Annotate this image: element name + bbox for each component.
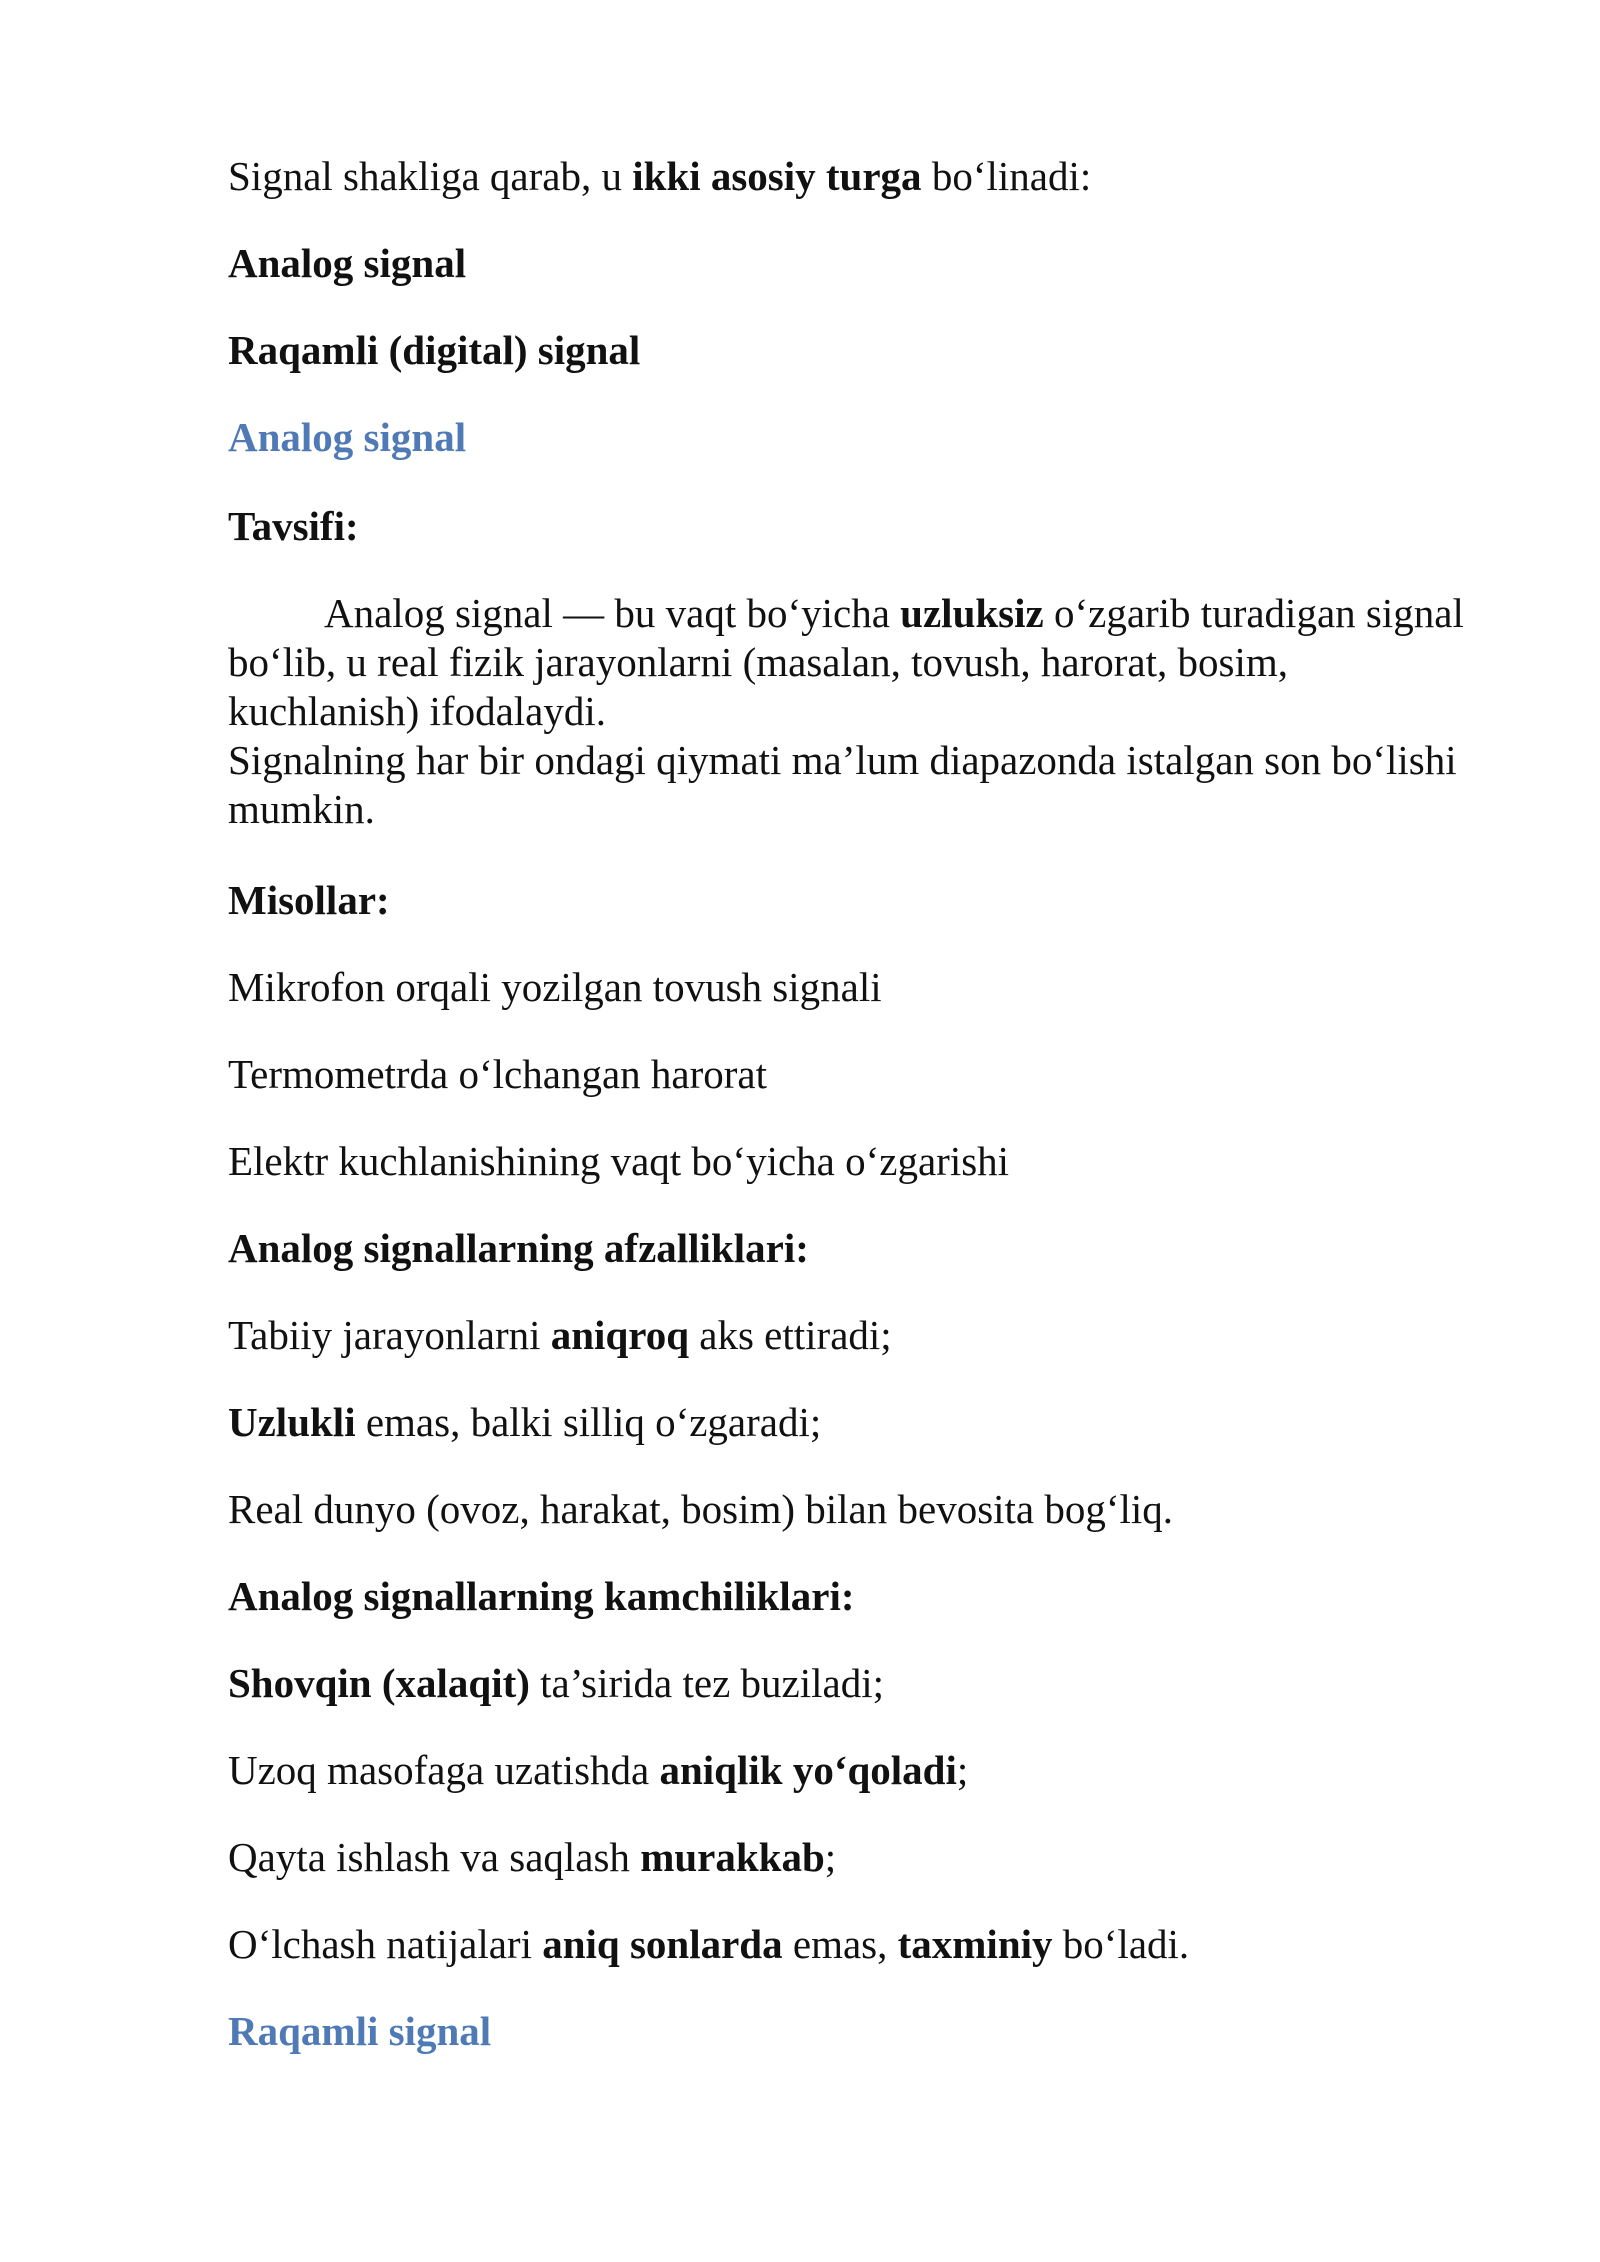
intro-text: Signal shakliga qarab, u xyxy=(228,153,633,199)
description-label: Tavsifi: xyxy=(228,503,359,549)
advantage-item: Real dunyo (ovoz, harakat, bosim) bilan bevosita bog‘liq. xyxy=(228,1486,1174,1532)
section-heading-digital: Raqamli signal xyxy=(228,2008,492,2054)
description-paragraph xyxy=(228,589,1468,834)
disadvantage-text-end: bo‘ladi. xyxy=(1052,1921,1190,1967)
disadvantage-text-end: ; xyxy=(956,1747,969,1793)
advantage-item xyxy=(228,1311,892,1360)
disadvantage-text-end: ta’sirida tez buziladi; xyxy=(529,1660,884,1706)
type-item-analog: Analog signal xyxy=(228,240,467,286)
advantage-text-end: aks ettiradi; xyxy=(689,1312,892,1358)
description-sentence-1 xyxy=(228,589,1468,736)
description-text-end: o‘zgarib turadigan signal bo‘lib, u real fizik jarayonlarni (masalan, tovush, harorat, bosim, kuchlanish) ifodalaydi. xyxy=(228,590,1464,734)
disadvantage-item xyxy=(228,1659,884,1708)
advantage-text-end: emas, balki silliq o‘zgaradi; xyxy=(355,1399,822,1445)
intro-paragraph xyxy=(228,152,1091,201)
disadvantage-item xyxy=(228,1833,836,1882)
disadvantage-bold-text: aniqlik yo‘qoladi xyxy=(659,1747,957,1793)
disadvantage-bold-text-2: taxminiy xyxy=(897,1921,1053,1967)
example-item: Termometrda o‘lchangan harorat xyxy=(228,1051,767,1097)
intro-bold-text: ikki asosiy turga xyxy=(632,153,922,199)
advantage-bold-text: Uzlukli xyxy=(228,1399,356,1445)
example-item: Mikrofon orqali yozilgan tovush signali xyxy=(228,964,882,1010)
advantages-label: Analog signallarning afzalliklari: xyxy=(228,1225,809,1271)
advantage-bold-text: aniqroq xyxy=(550,1312,690,1358)
disadvantage-text: Uzoq masofaga uzatishda xyxy=(228,1747,660,1793)
description-sentence-2: Signalning har bir ondagi qiymati ma’lum diapazonda istalgan son bo‘lishi mumkin. xyxy=(228,737,1457,832)
disadvantage-text-end: ; xyxy=(824,1834,837,1880)
advantage-item xyxy=(228,1398,821,1447)
disadvantage-text: Qayta ishlash va saqlash xyxy=(228,1834,641,1880)
description-bold-text: uzluksiz xyxy=(900,590,1044,636)
type-item-digital: Raqamli (digital) signal xyxy=(228,327,641,373)
section-heading-analog: Analog signal xyxy=(228,414,467,460)
advantage-text: Tabiiy jarayonlarni xyxy=(228,1312,551,1358)
examples-label: Misollar: xyxy=(228,877,390,923)
disadvantage-bold-text: aniq sonlarda xyxy=(542,1921,783,1967)
disadvantage-bold-text: Shovqin (xalaqit) xyxy=(228,1660,530,1706)
disadvantage-item xyxy=(228,1920,1189,1969)
disadvantages-label: Analog signallarning kamchiliklari: xyxy=(228,1573,855,1619)
disadvantage-item xyxy=(228,1746,968,1795)
example-item: Elektr kuchlanishining vaqt bo‘yicha o‘zgarishi xyxy=(228,1138,1010,1184)
intro-text-end: bo‘linadi: xyxy=(921,153,1092,199)
disadvantage-text: O‘lchash natijalari xyxy=(228,1921,543,1967)
disadvantage-text-mid: emas, xyxy=(782,1921,898,1967)
disadvantage-bold-text: murakkab xyxy=(640,1834,825,1880)
description-text: Analog signal — bu vaqt bo‘yicha xyxy=(324,590,901,636)
